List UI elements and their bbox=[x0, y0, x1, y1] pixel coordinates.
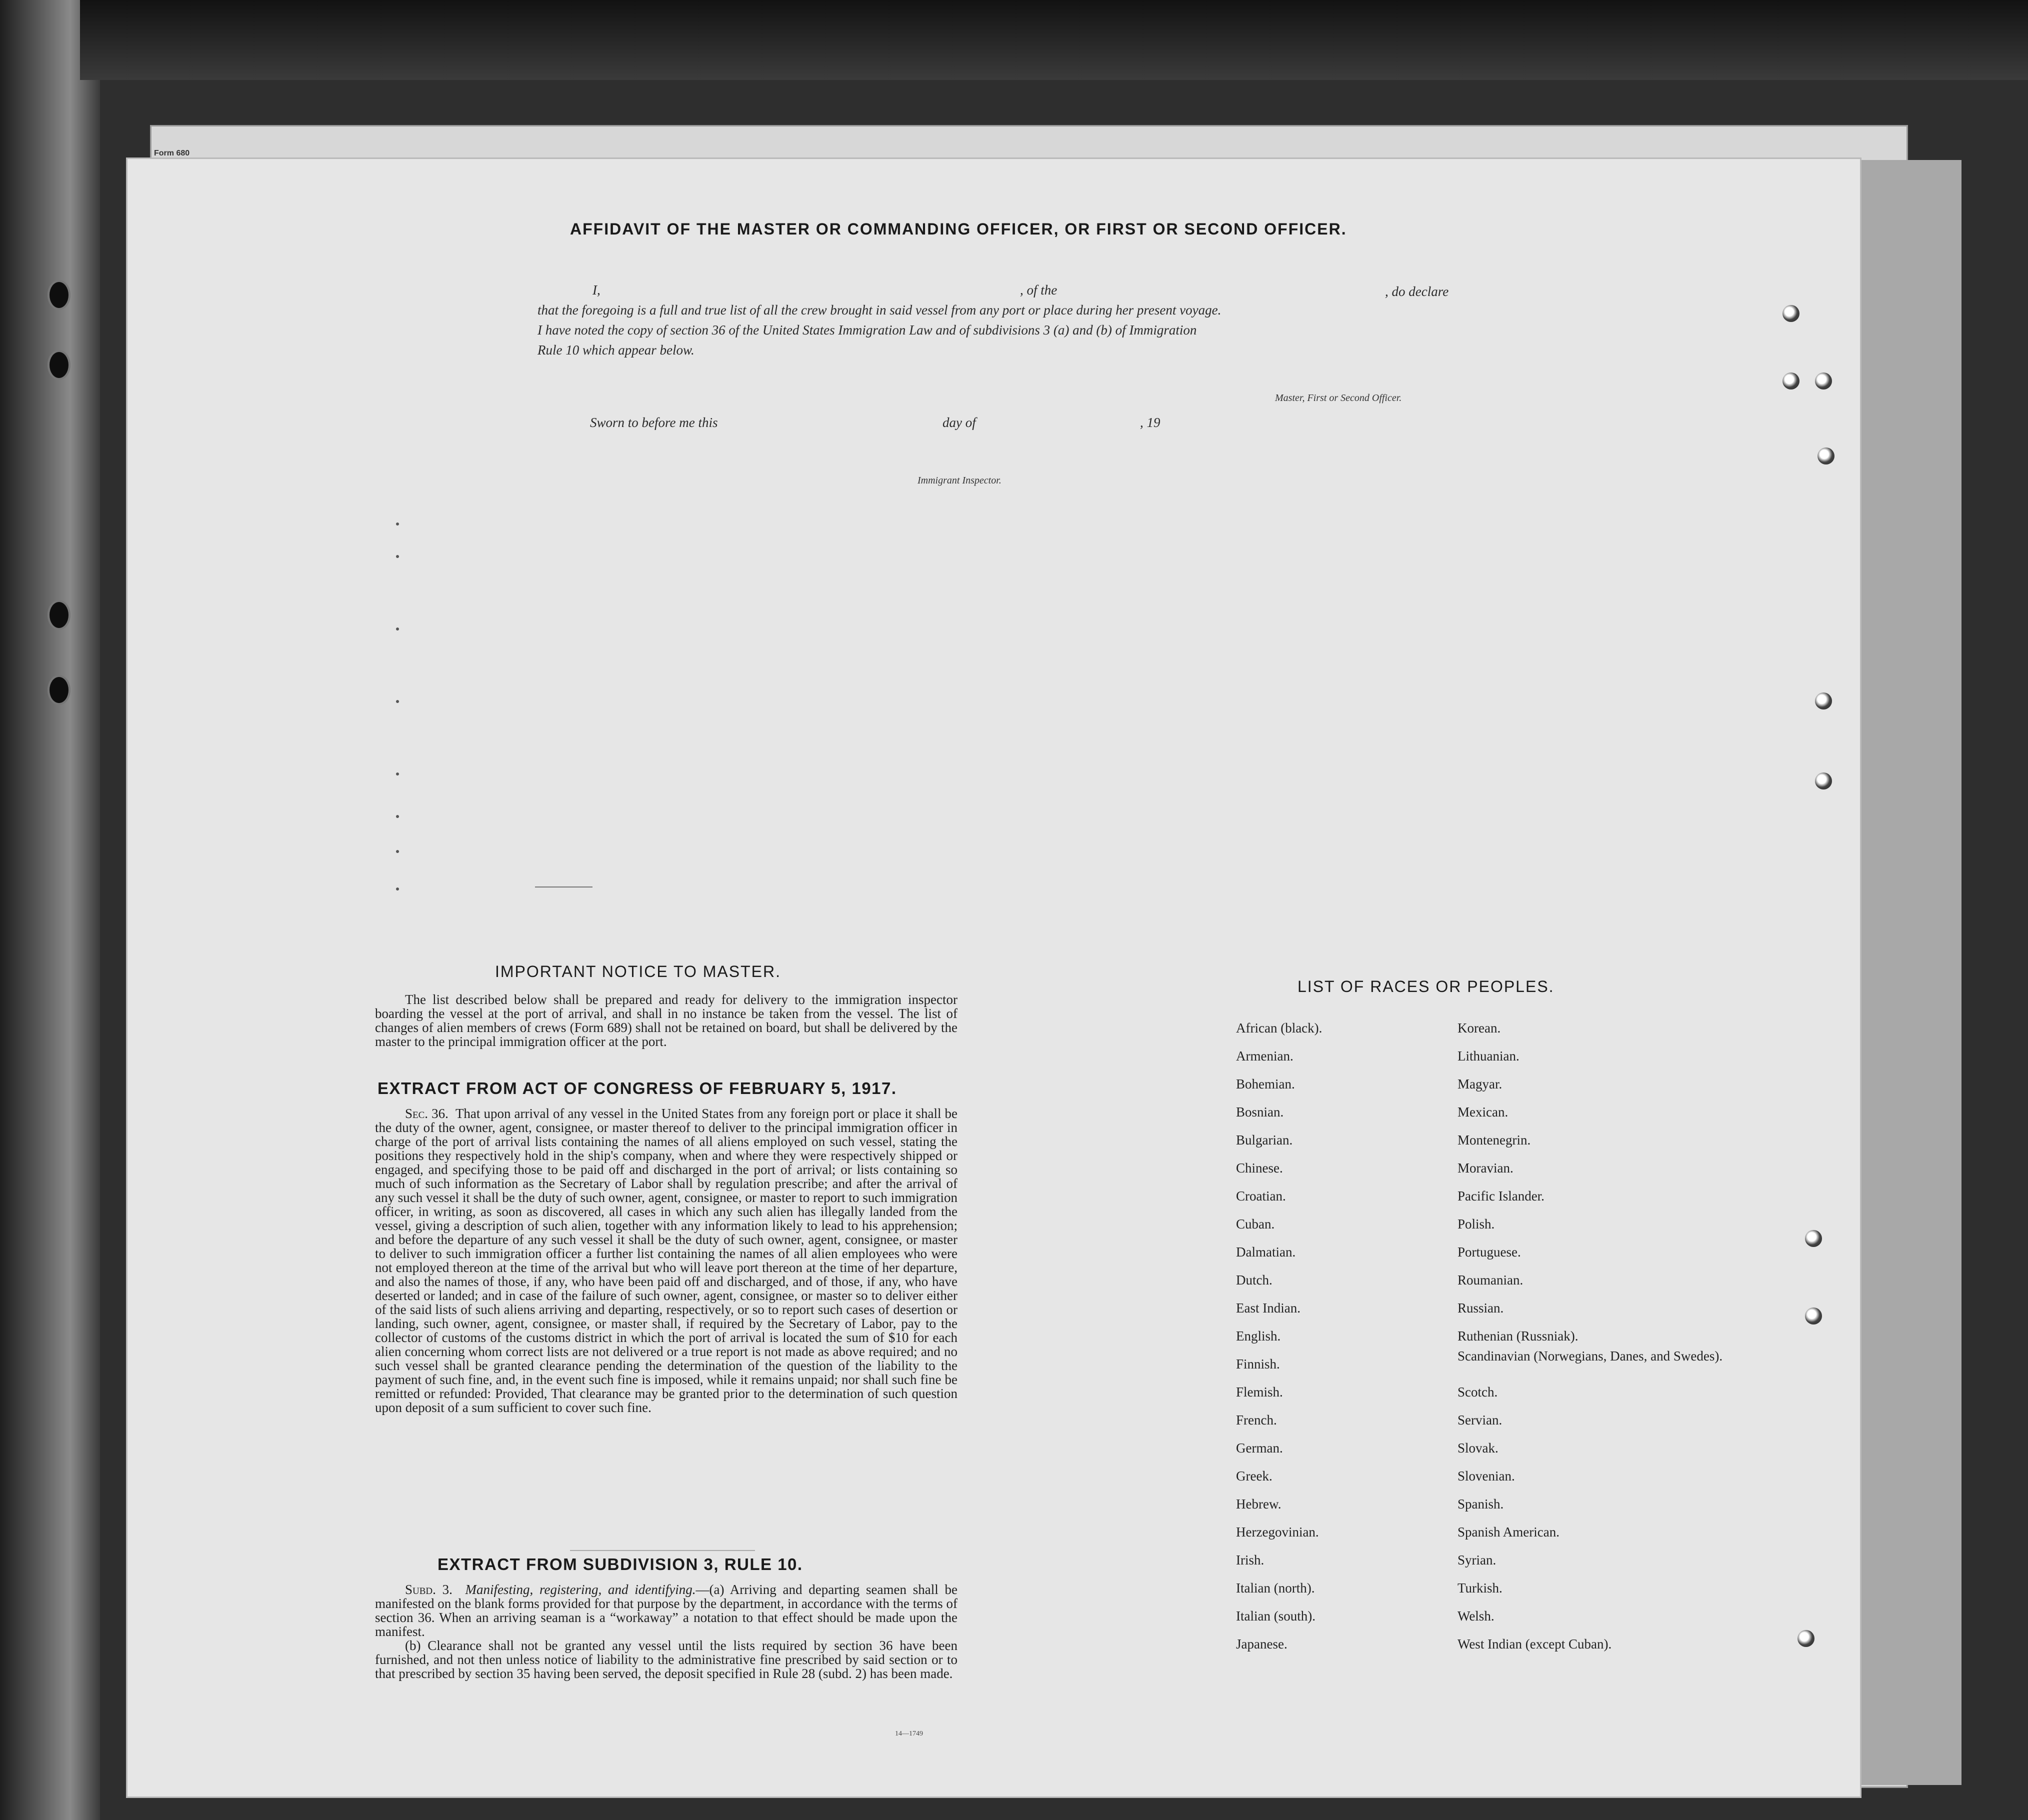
extract-rule-text-block bbox=[375, 1582, 958, 1680]
binder-left-edge bbox=[0, 0, 100, 1820]
affidavit-line-4: Rule 10 which appear below. bbox=[538, 342, 694, 358]
punch-hole bbox=[1805, 1230, 1822, 1247]
affidavit-do-declare: , do declare bbox=[1385, 284, 1449, 299]
race-item: Servian. bbox=[1458, 1412, 1502, 1428]
race-item: Slovenian. bbox=[1458, 1468, 1515, 1484]
margin-mark bbox=[396, 522, 399, 526]
margin-mark bbox=[396, 815, 399, 818]
binder-hole bbox=[48, 280, 70, 310]
binder-hole bbox=[48, 600, 70, 630]
race-item: West Indian (except Cuban). bbox=[1458, 1636, 1612, 1652]
binder-hole bbox=[48, 675, 70, 705]
subdivision-heading: Manifesting, registering, and identifying. bbox=[465, 1582, 696, 1597]
race-item: Dalmatian. bbox=[1236, 1244, 1296, 1260]
race-item: Russian. bbox=[1458, 1300, 1504, 1316]
notice-text: The list described below shall be prepared and ready for delivery to the immigration inspector boarding the vessel at the port of arrival, and shall in no instance be taken from the vessel. The list of changes of alien members of crews (Form 689) shall not be retained on board, but shall be delivered by the master to the principal immigration officer at the port. bbox=[375, 992, 958, 1049]
race-item: Spanish. bbox=[1458, 1496, 1504, 1512]
notice-text-block bbox=[375, 992, 958, 1048]
race-item: German. bbox=[1236, 1440, 1283, 1456]
race-item: French. bbox=[1236, 1412, 1277, 1428]
extract-act-title: EXTRACT FROM ACT OF CONGRESS OF FEBRUARY 5, 1917. bbox=[378, 1079, 897, 1098]
affidavit-i: I, bbox=[592, 282, 600, 298]
race-item: Moravian. bbox=[1458, 1160, 1514, 1176]
race-item: Japanese. bbox=[1236, 1636, 1288, 1652]
race-item: Spanish American. bbox=[1458, 1524, 1560, 1540]
margin-mark bbox=[396, 888, 399, 890]
form-number: Form 680 bbox=[154, 149, 190, 158]
affidavit-line-2: that the foregoing is a full and true list of all the crew brought in said vessel from any port or place during her present voyage. bbox=[538, 302, 1222, 318]
margin-mark bbox=[396, 555, 399, 558]
race-item: Slovak. bbox=[1458, 1440, 1498, 1456]
extract-act-text: That upon arrival of any vessel in the United States from any foreign port or place it shall be the duty of the owner, agent, consignee, or master thereof to deliver to the principal immigration officer in charge of the port of arrival lists containing the names of all aliens employed on such vessel, stating the positions they respectively hold in the ship's company, when and where they were respectively shipped or engaged, and specifying those to be paid off and discharged in the port of arrival; or lists containing so much of such information as the Secretary of Labor shall by regulation prescribe; and after the arrival of any such vessel it shall be the duty of such owner, agent, consignee, or master to report to such immigration officer, in writing, as soon as discovered, all cases in which any such alien has illegally landed from the vessel, giving a description of such alien, together with any information likely to lead to his apprehension; and before the departure of any such vessel it shall be the duty of such owner, agent, consignee, or master to deliver to such immigration officer a further list containing the names of all alien employees who were not employed thereon at the time of the arrival but who will leave port thereon at the time of her departure, and also the names of those, if any, who have been paid off and discharged, and of those, if any, who have deserted or landed; and in case of the failure of such owner, agent, consignee, or master so to deliver either of the said lists of such aliens arriving and departing, respectively, or so to report such cases of desertion or landing, such owner, agent, consignee, or master shall, if required by the Secretary of Labor, pay to the collector of customs of the customs district in which the port of arrival is located the sum of $10 for each alien concerning whom correct lists are not delivered or a true report is not made as above required; and no such vessel shall be granted clearance pending the determination of the question of the liability to the payment of such fine, and, in the event such fine is imposed, while it remains unpaid; nor shall such fine be remitted or refunded: Provided, That clearance may be granted prior to the determination of such question upon deposit of a sum sufficient to cover such fine. bbox=[375, 1106, 958, 1415]
margin-mark bbox=[396, 700, 399, 703]
short-dash bbox=[535, 886, 592, 888]
underlying-sheet-edge bbox=[1850, 160, 1962, 1785]
extract-act-paragraph bbox=[375, 1106, 958, 1414]
affidavit-title: AFFIDAVIT OF THE MASTER OR COMMANDING OFFICER, OR FIRST OR SECOND OFFICER. bbox=[570, 220, 1347, 238]
punch-hole bbox=[1815, 372, 1832, 390]
race-item: Chinese. bbox=[1236, 1160, 1283, 1176]
race-item: Scotch. bbox=[1458, 1384, 1498, 1400]
subdivision-label: Subd. 3. bbox=[405, 1582, 452, 1597]
year-text: , 19 bbox=[1140, 415, 1160, 430]
extract-rule-text-b: (b) Clearance shall not be granted any vessel until the lists required by section 36 have been furnished, and not then unless notice of liability to the administrative fine prescribed by said section or to that prescribed by section 35 having been served, the deposit specified in Rule 28 (subd. 2) has been made. bbox=[375, 1638, 958, 1681]
race-item: Greek. bbox=[1236, 1468, 1272, 1484]
race-item: Ruthenian (Russniak). bbox=[1458, 1328, 1578, 1344]
punch-hole bbox=[1818, 448, 1834, 464]
race-item: Lithuanian. bbox=[1458, 1048, 1520, 1064]
races-left-column bbox=[1236, 1014, 1446, 1658]
race-item: Italian (south). bbox=[1236, 1608, 1316, 1624]
notice-title: IMPORTANT NOTICE TO MASTER. bbox=[495, 962, 781, 980]
race-item: Dutch. bbox=[1236, 1272, 1272, 1288]
race-item: Korean. bbox=[1458, 1020, 1501, 1036]
race-item: Montenegrin. bbox=[1458, 1132, 1531, 1148]
punch-hole bbox=[1798, 1630, 1814, 1647]
punch-hole bbox=[1815, 772, 1832, 790]
race-item: Scandinavian (Norwegians, Danes, and Swedes). bbox=[1458, 1348, 1723, 1364]
race-item: Syrian. bbox=[1458, 1552, 1496, 1568]
race-item: Herzegovinian. bbox=[1236, 1524, 1319, 1540]
race-item: Polish. bbox=[1458, 1216, 1495, 1232]
race-item: Cuban. bbox=[1236, 1216, 1275, 1232]
inspector-label: Immigrant Inspector. bbox=[918, 475, 1002, 486]
section-label: Sec. 36. bbox=[405, 1106, 448, 1121]
divider bbox=[570, 1550, 755, 1551]
affidavit-of-the: , of the bbox=[1020, 282, 1058, 298]
race-item: Bulgarian. bbox=[1236, 1132, 1293, 1148]
races-title: LIST OF RACES OR PEOPLES. bbox=[1298, 978, 1554, 996]
race-item: Irish. bbox=[1236, 1552, 1264, 1568]
extract-rule-paragraph-a bbox=[375, 1582, 958, 1638]
race-item: Flemish. bbox=[1236, 1384, 1283, 1400]
race-item: Hebrew. bbox=[1236, 1496, 1282, 1512]
race-item: African (black). bbox=[1236, 1020, 1322, 1036]
punch-hole bbox=[1805, 1308, 1822, 1324]
race-item: Bosnian. bbox=[1236, 1104, 1284, 1120]
race-item: Turkish. bbox=[1458, 1580, 1502, 1596]
race-item: English. bbox=[1236, 1328, 1281, 1344]
race-item: Armenian. bbox=[1236, 1048, 1294, 1064]
footer-code: 14—1749 bbox=[895, 1730, 923, 1738]
race-item: East Indian. bbox=[1236, 1300, 1300, 1316]
race-item: Croatian. bbox=[1236, 1188, 1286, 1204]
race-item: Portuguese. bbox=[1458, 1244, 1521, 1260]
affidavit-line-3: I have noted the copy of section 36 of the United States Immigration Law and of subdivisions 3 (a) and (b) of Immigration bbox=[538, 322, 1197, 338]
race-item: Italian (north). bbox=[1236, 1580, 1315, 1596]
extract-rule-title: EXTRACT FROM SUBDIVISION 3, RULE 10. bbox=[438, 1555, 803, 1574]
signature-label: Master, First or Second Officer. bbox=[1275, 392, 1402, 404]
race-item: Bohemian. bbox=[1236, 1076, 1295, 1092]
race-item: Roumanian. bbox=[1458, 1272, 1524, 1288]
punch-hole bbox=[1815, 692, 1832, 710]
races-right-column bbox=[1458, 1014, 1728, 1658]
margin-mark bbox=[396, 628, 399, 630]
day-of-text: day of bbox=[942, 415, 976, 430]
margin-mark bbox=[396, 772, 399, 776]
binder-hole bbox=[48, 350, 70, 380]
binder-top-edge bbox=[80, 0, 2028, 80]
race-item: Finnish. bbox=[1236, 1356, 1280, 1372]
extract-rule-text-a: —(a) Arriving and departing seamen shall be manifested on the blank forms provided for that purpose by the department, in accordance with the terms of section 36. When an arriving seaman is a “workaway” a notation to that effect should be made upon the manifest. bbox=[375, 1582, 958, 1639]
sworn-text: Sworn to before me this bbox=[590, 415, 718, 430]
race-item: Welsh. bbox=[1458, 1608, 1494, 1624]
race-item: Mexican. bbox=[1458, 1104, 1508, 1120]
extract-act-text-block bbox=[375, 1106, 958, 1414]
punch-hole bbox=[1782, 372, 1800, 390]
margin-mark bbox=[396, 850, 399, 853]
punch-hole bbox=[1782, 305, 1800, 322]
race-item: Pacific Islander. bbox=[1458, 1188, 1544, 1204]
race-item: Magyar. bbox=[1458, 1076, 1502, 1092]
